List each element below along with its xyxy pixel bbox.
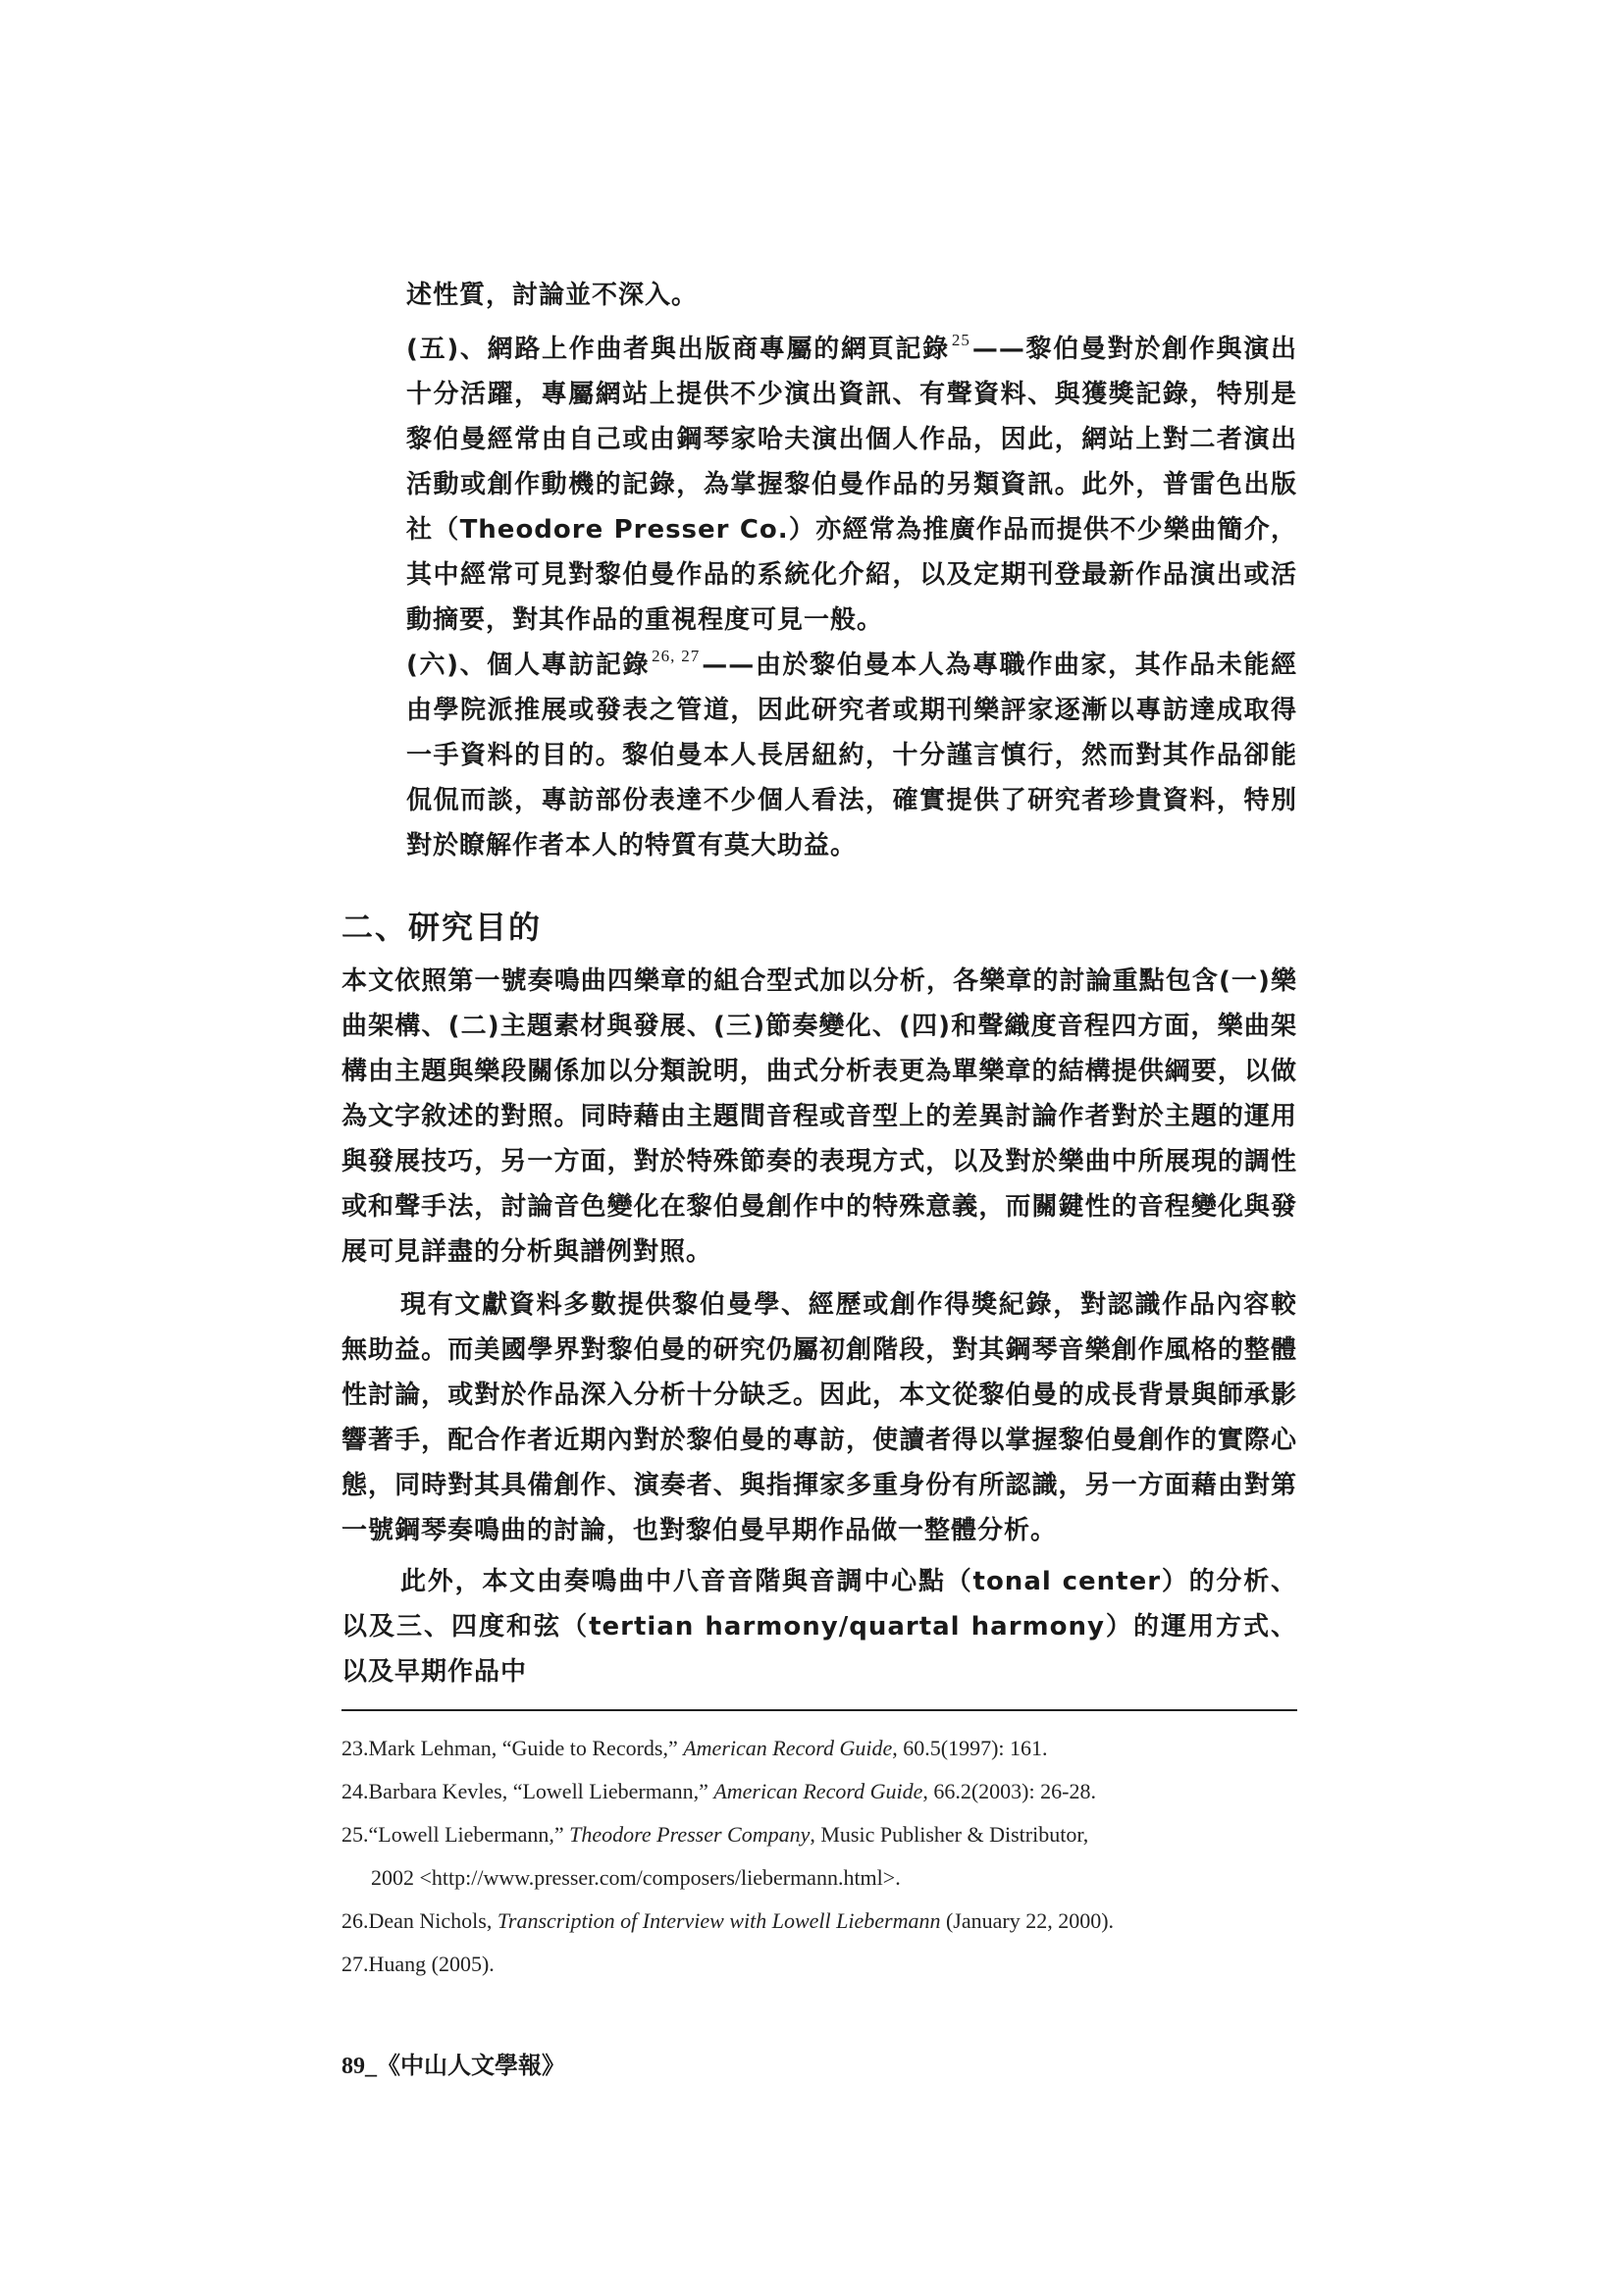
page-number: 89_	[341, 2054, 377, 2079]
section-paragraph-2: 現有文獻資料多數提供黎伯曼學、經歷或創作得獎紀錄，對認識作品內容較無助益。而美國學界對黎伯曼的研究仍屬初創階段，對其鋼琴音樂創作風格的整體性討論，或對於作品深入分析十分缺乏。因此，本文從黎伯曼的成長背景與師承影響著手，配合作者近期內對於黎伯曼的專訪，使讀者得以掌握黎伯曼創作的實際心態，同時對其具備創作、演奏者、與指揮家多重身份有所認識，另一方面藉由對第一號鋼琴奏鳴曲的討論，也對黎伯曼早期作品做一整體分析。	[341, 1290, 1297, 1545]
section-paragraph-1: 本文依照第一號奏鳴曲四樂章的組合型式加以分析，各樂章的討論重點包含(一)樂曲架構、(二)主題素材與發展、(三)節奏變化、(四)和聲織度音程四方面，樂曲架構由主題與樂段關係加以分類說明，曲式分析表更為單樂章的結構提供綱要，以做為文字敘述的對照。同時藉由主題間音程或音型上的差異討論作者對於主題的運用與發展技巧，另一方面，對於特殊節奏的表現方式，以及對於樂曲中所展現的調性或和聲手法，討論音色變化在黎伯曼創作中的特殊意義，而關鍵性的音程變化與發展可見詳盡的分析與譜例對照。	[341, 966, 1297, 1267]
footnote-ref-26-27[interactable]: 26, 27	[652, 647, 701, 665]
section-paragraph-3: 此外，本文由奏鳴曲中八音音階與音調中心點（tonal center）的分析、以及三、四度和弦（tertian harmony/quartal harmony）的運用方式、以及早期作品中	[341, 1567, 1297, 1687]
footnote-23: 23.Mark Lehman, “Guide to Records,” American Record Guide, 60.5(1997): 161.	[341, 1736, 1048, 1760]
footnote-25: 25.“Lowell Liebermann,” Theodore Presser Company, Music Publisher & Distributor,	[341, 1822, 1089, 1847]
item-5-paragraph	[406, 318, 1297, 643]
footnotes	[341, 1727, 1297, 1986]
item-6-prefix: (六)、個人專訪記錄	[406, 651, 651, 680]
page-footer	[341, 2046, 565, 2080]
item-6-text: ——由於黎伯曼本人為專職作曲家，其作品未能經由學院派推展或發表之管道，因此研究者或期刊樂評家逐漸以專訪達成取得一手資料的目的。黎伯曼本人長居紐約，十分謹言慎行，然而對其作品卻能侃侃而談，專訪部份表達不少個人看法，確實提供了研究者珍貴資料，特別對於瞭解作者本人的特質有莫大助益。	[406, 651, 1297, 860]
footnote-27: 27.Huang (2005).	[341, 1952, 495, 1976]
footnote-26: 26.Dean Nichols, Transcription of Interview with Lowell Liebermann (January 22, 2000).	[341, 1908, 1115, 1933]
item-6-paragraph	[406, 634, 1297, 868]
section-heading: 二、研究目的	[341, 909, 543, 946]
footnote-divider	[341, 1709, 1297, 1711]
item-5-prefix: (五)、網路上作曲者與出版商專屬的網頁記錄	[406, 335, 950, 364]
journal-title: 《中山人文學報》	[377, 2054, 565, 2079]
item-5-text: ——黎伯曼對於創作與演出十分活躍，專屬網站上提供不少演出資訊、有聲資料、與獲獎記錄，特別是黎伯曼經常由自己或由鋼琴家哈夫演出個人作品，因此，網站上對二者演出活動或創作動機的記錄，為掌握黎伯曼作品的另類資訊。此外，普雷色出版社（Theodore Presser Co.）亦經常為推廣作品而提供不少樂曲簡介，其中經常可見對黎伯曼作品的系統化介紹，以及定期刊登最新作品演出或活動摘要，對其作品的重視程度可見一般。	[406, 335, 1297, 635]
footnote-24: 24.Barbara Kevles, “Lowell Liebermann,” American Record Guide, 66.2(2003): 26-28.	[341, 1779, 1096, 1803]
continuation-line: 述性質，討論並不深入。	[406, 281, 699, 310]
footnote-ref-25[interactable]: 25	[951, 331, 970, 349]
footnote-25-url[interactable]: 2002 <http://www.presser.com/composers/liebermann.html>.	[371, 1865, 901, 1890]
